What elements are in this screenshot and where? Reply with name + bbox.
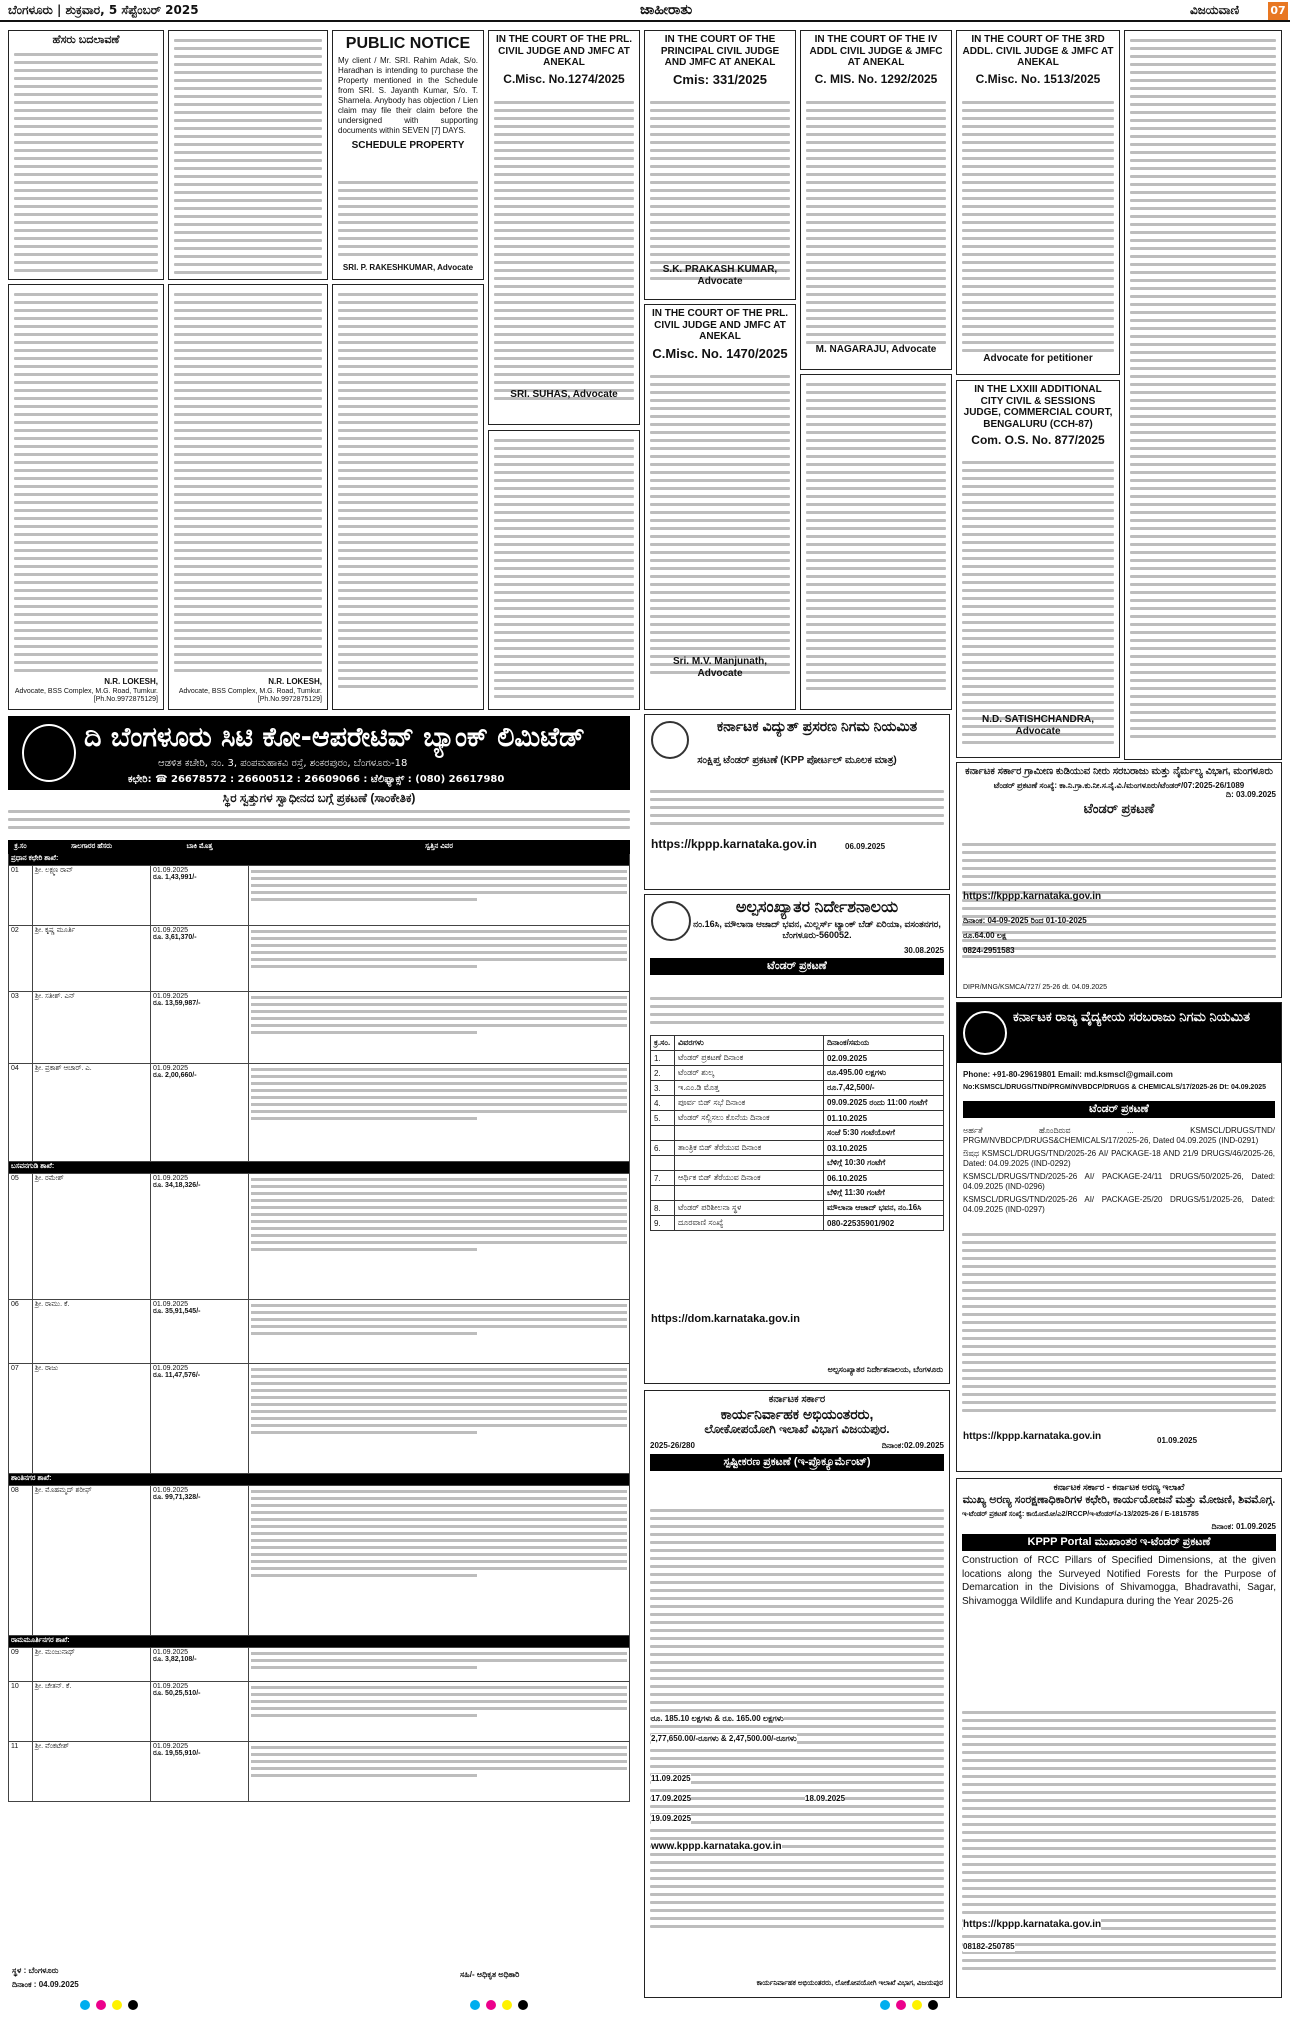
branch-section-row	[9, 1474, 630, 1486]
bank-signoff: ಸಹಿ/- ಅಧಿಕೃತ ಅಧಿಕಾರಿ	[460, 1970, 520, 1979]
pwd-date-3: 18.09.2025	[805, 1794, 846, 1803]
minority-cell-label	[675, 1186, 824, 1201]
advocate-name: Advocate for petitioner	[983, 352, 1093, 364]
notice-body	[338, 293, 478, 693]
notice-body	[174, 293, 322, 677]
pwd-date-2: 17.09.2025	[651, 1794, 692, 1803]
table-row	[9, 1682, 630, 1742]
branch-section-row	[9, 1162, 630, 1174]
rural-water-tender-ad	[956, 762, 1282, 998]
due-amount: ರೂ. 13,59,987/-	[153, 1000, 201, 1007]
kptcl-title: ಕರ್ನಾಟಕ ವಿದ್ಯುತ್ ಪ್ರಸರಣ ನಿಗಮ ನಿಯಮಿತ	[716, 718, 918, 734]
forest-title: ಕರ್ನಾಟಕ ಸರ್ಕಾರ - ಕರ್ನಾಟಕ ಅರಣ್ಯ ಇಲಾಖೆ	[1053, 1482, 1185, 1492]
minority-cell-no: 2.	[651, 1066, 675, 1081]
paper-name: ವಿಜಯವಾಣಿ	[1190, 3, 1240, 17]
minority-cell-no: 7.	[651, 1171, 675, 1186]
notice-date: 01.09.2025	[153, 1649, 189, 1656]
minority-tender-table	[650, 1035, 944, 1231]
row-number: 03	[9, 992, 33, 1064]
ksmscl-title: ಕರ್ನಾಟಕ ರಾಜ್ಯ ವೈದ್ಯಕೀಯ ಸರಬರಾಜು ನಿಗಮ ನಿಯಮಿತ	[1013, 1009, 1250, 1024]
forest-body-more	[962, 1711, 1276, 1975]
row-number: 07	[9, 1364, 33, 1474]
bank-notice-intro	[8, 792, 630, 838]
notice-date: 01.09.2025	[153, 927, 189, 934]
branch-section-label: ಶಾಂತಿನಗರ ಶಾಖೆ:	[9, 1474, 630, 1486]
borrower-name: ಶ್ರೀ. ವೆಂಕಟೇಶ್	[33, 1742, 151, 1802]
notice-date: 01.09.2025	[153, 1365, 189, 1372]
borrower-name: ಶ್ರೀ. ರಾಜು	[33, 1364, 151, 1474]
property-description	[249, 1742, 630, 1802]
minority-cell-value: 02.09.2025	[824, 1051, 944, 1066]
due-amount: ರೂ. 11,47,576/-	[153, 1372, 201, 1379]
masthead	[0, 0, 1290, 22]
minority-cell-no	[651, 1186, 675, 1201]
table-row	[651, 1111, 944, 1126]
ad-title: ಹೆಸರು ಬದಲಾವಣೆ	[52, 34, 120, 46]
court-heading: IN THE LXXIII ADDITIONAL CITY CIVIL & SESSIONS JUDGE, COMMERCIAL COURT, BENGALURU (CCH-87)	[963, 384, 1113, 430]
forest-date: ದಿನಾಂಕ: 01.09.2025	[1211, 1522, 1276, 1532]
col-header: ಬಾಕಿ ಮೊತ್ತ	[151, 841, 249, 854]
table-row	[651, 1171, 944, 1186]
due-amount: ರೂ. 3,82,108/-	[153, 1656, 197, 1663]
advocate-address: Advocate, BSS Complex, M.G. Road, Tumkur. [Ph.No.9972875129]	[178, 687, 322, 704]
table-row	[9, 866, 630, 926]
property-description	[249, 1064, 630, 1162]
kannada-notice-mid	[332, 284, 484, 710]
amount-cell	[151, 1682, 249, 1742]
rural-date: ದಿ: 03.09.2025	[1225, 789, 1276, 799]
col-header: ಕ್ರ.ಸಂ	[9, 841, 33, 854]
rural-dates: ದಿನಾಂಕ: 04-09-2025 ರಿಂದ 01-10-2025	[963, 916, 1087, 925]
rural-title: ಕರ್ನಾಟಕ ಸರ್ಕಾರ ಗ್ರಾಮೀಣ ಕುಡಿಯುವ ನೀರು ಸರಬರಾಜು ಮತ್ತು ನೈರ್ಮಲ್ಯ ವಿಭಾಗ, ಮಂಗಳೂರು	[965, 766, 1273, 777]
table-row	[9, 1648, 630, 1682]
minority-cell-label: ಟೆಂಡರ್ ಸಲ್ಲಿಸಲು ಕೊನೆಯ ದಿನಾಂಕ	[675, 1111, 824, 1126]
table-row	[651, 1216, 944, 1231]
table-row	[651, 1081, 944, 1096]
registration-marks-left	[80, 2000, 138, 2012]
amount-cell	[151, 1486, 249, 1636]
ksmscl-item: KSMSCL/DRUGS/TND/2025-26 AI/ PACKAGE-24/11 DRUGS/50/2025-26, Dated: 04.09.2025 (IND-0296)	[963, 1172, 1275, 1191]
lokesh-notice-1	[8, 284, 164, 710]
minority-cell-value: 03.10.2025	[824, 1141, 944, 1156]
minority-cell-value: ರೂ.7,42,500/-	[824, 1081, 944, 1096]
public-notice-title: PUBLIC NOTICE	[345, 35, 471, 52]
case-number: Cmis: 331/2025	[673, 71, 767, 87]
court-notice-3	[800, 30, 952, 370]
forest-subtitle: ಮುಖ್ಯ ಅರಣ್ಯ ಸಂರಕ್ಷಣಾಧಿಕಾರಿಗಳ ಕಛೇರಿ, ಕಾರ್ಯಯೋಜನೆ ಮತ್ತು ಮೋಜಣಿ, ಶಿವಮೊಗ್ಗ.	[962, 1494, 1276, 1507]
branch-section-label: ಪ್ರಧಾನ ಕಛೇರಿ ಶಾಖೆ:	[9, 854, 630, 866]
col-header: ವಿವರಗಳು	[675, 1036, 824, 1051]
kptcl-tender-no: ಸಂಕ್ಷಿಪ್ತ ಟೆಂಡರ್ ಪ್ರಕಟಣೆ (KPP ಪೋರ್ಟಲ್ ಮೂಲಕ ಮಾತ್ರ)	[697, 754, 897, 766]
schedule-text	[338, 181, 478, 261]
property-description	[249, 1682, 630, 1742]
forest-dept-tender-ad	[956, 1478, 1282, 1998]
pwd-ref-row	[650, 1441, 944, 1451]
pwd-amounts: ರೂ. 185.10 ಲಕ್ಷಗಳು & ರೂ. 165.00 ಲಕ್ಷಗಳು	[651, 1714, 784, 1723]
notice-body	[962, 101, 1114, 357]
row-number: 10	[9, 1682, 33, 1742]
minority-cell-label: ಟೆಂಡರ್ ಪ್ರಕಟಣೆ ದಿನಾಂಕ	[675, 1051, 824, 1066]
branch-section-row	[9, 854, 630, 866]
branch-section-label: ಬಸವನಗುಡಿ ಶಾಖೆ:	[9, 1162, 630, 1174]
minority-cell-label: ಟೆಂಡರ್ ಶುಲ್ಕ	[675, 1066, 824, 1081]
minority-cell-no: 8.	[651, 1201, 675, 1216]
kptcl-date: 06.09.2025	[845, 842, 886, 851]
table-row	[651, 1186, 944, 1201]
court-notice-2	[644, 30, 796, 300]
notice-body	[650, 375, 790, 679]
pwd-date-1: 11.09.2025	[651, 1774, 691, 1783]
property-description	[249, 926, 630, 992]
name-change-ad	[8, 30, 164, 280]
pwd-date-4: 19.09.2025	[651, 1814, 692, 1823]
amount-cell	[151, 1364, 249, 1474]
row-number: 05	[9, 1174, 33, 1300]
table-row	[9, 992, 630, 1064]
borrower-name: ಶ್ರೀ. ಪ್ರಕಾಶ್ ಆಚಾರ್. ಎ.	[33, 1064, 151, 1162]
notice-body	[806, 101, 946, 349]
borrower-name: ಶ್ರೀ. ಲಕ್ಷ್ಮಣ ರಾವ್	[33, 866, 151, 926]
kannada-notice-2	[488, 430, 640, 710]
due-amount: ರೂ. 3,61,370/-	[153, 934, 197, 941]
row-number: 09	[9, 1648, 33, 1682]
notice-date: 01.09.2025	[153, 1065, 189, 1072]
minority-table-wrap	[650, 1035, 944, 1231]
minority-cell-no: 3.	[651, 1081, 675, 1096]
row-number: 04	[9, 1064, 33, 1162]
court-notice-5	[644, 304, 796, 710]
minority-cell-value: ಬೆಳಿಗ್ಗೆ 11:30 ಗಂಟೆಗೆ	[824, 1186, 944, 1201]
notice-date: 01.09.2025	[153, 1487, 189, 1494]
registration-marks-mid	[470, 2000, 528, 2012]
court-heading: IN THE COURT OF THE 3RD ADDL. CIVIL JUDGE & JMFC AT ANEKAL	[962, 34, 1114, 68]
amount-cell	[151, 1300, 249, 1364]
notice-date: 01.09.2025	[153, 867, 189, 874]
ksmscl-ref: No:KSMSCL/DRUGS/TND/PRGM/NVBDCP/DRUGS & CHEMICALS/17/2025-26 Dt: 04.09.2025	[963, 1084, 1267, 1091]
ksmscl-item: KSMSCL/DRUGS/TND/2025-26 AI/ PACKAGE-25/20 DRUGS/51/2025-26, Dated: 04.09.2025 (IND-0297)	[963, 1195, 1275, 1214]
section-title: ಜಾಹೀರಾತು	[640, 2, 693, 18]
notice-body	[494, 101, 634, 405]
ksmscl-date: 01.09.2025	[1157, 1436, 1198, 1445]
table-row	[9, 1300, 630, 1364]
borrower-name: ಶ್ರೀ. ರಾಮು. ಕೆ.	[33, 1300, 151, 1364]
minority-cell-value: 09.09.2025 ರಂದು 11:00 ಗಂಟೆಗೆ	[824, 1096, 944, 1111]
due-amount: ರೂ. 50,25,510/-	[153, 1690, 201, 1697]
table-row	[651, 1201, 944, 1216]
court-heading: IN THE COURT OF THE PRINCIPAL CIVIL JUDGE AND JMFC AT ANEKAL	[660, 34, 780, 68]
tender-intro	[650, 997, 944, 1029]
bank-notice-title: ಸ್ಥಿರ ಸ್ವತ್ತುಗಳ ಸ್ವಾಧೀನದ ಬಗ್ಗೆ ಪ್ರಕಟಣೆ (ಸಾಂಕೇತಿಕ)	[222, 792, 416, 805]
tender-body	[650, 790, 944, 830]
pwd-notice-title: ಸ್ಪಷ್ಟೀಕರಣ ಪ್ರಕಟಣೆ (ಇ-ಪ್ರೊಕ್ಯೂರ್ಮೆಂಟ್)	[650, 1454, 944, 1471]
page-number: 07	[1268, 2, 1288, 20]
minority-cell-no: 6.	[651, 1141, 675, 1156]
amount-cell	[151, 1064, 249, 1162]
table-row	[9, 926, 630, 992]
table-row	[9, 1064, 630, 1162]
rural-heading: ಟೆಂಡರ್ ಪ್ರಕಟಣೆ	[1083, 800, 1155, 816]
due-amount: ರೂ. 1,43,991/-	[153, 874, 197, 881]
minority-directorate-tender	[644, 894, 950, 1384]
table-row	[9, 1742, 630, 1802]
due-amount: ರೂ. 35,91,545/-	[153, 1308, 201, 1315]
minority-cell-no: 1.	[651, 1051, 675, 1066]
due-amount: ರೂ. 2,00,660/-	[153, 1072, 197, 1079]
ksmscl-phone: Phone: +91-80-29619801 Email: md.ksmscl@gmail.com	[963, 1070, 1173, 1079]
borrower-name: ಶ್ರೀ. ರಮೇಶ್	[33, 1174, 151, 1300]
court-notice-4	[956, 30, 1120, 375]
amount-cell	[151, 1648, 249, 1682]
borrower-name: ಶ್ರೀ. ಸತೀಶ್. ಎನ್	[33, 992, 151, 1064]
pwd-emd: 2,77,650.00/-ರೂಗಳು & 2,47,500.00/-ರೂಗಳು	[651, 1734, 797, 1743]
ksmscl-item: ಅರ್ಹತೆ ಹೊಂದಿರುವ ... KSMSCL/DRUGS/TND/ PRGM/NVBDCP/DRUGS&CHEMICALS/17/2025-26, Dated 04.09.2025 (IND-0291)	[963, 1126, 1275, 1145]
ksmscl-body	[962, 1233, 1276, 1417]
col-header: ಸಾಲಗಾರರ ಹೆಸರು	[33, 841, 151, 854]
table-row	[651, 1156, 944, 1171]
court-heading: IN THE COURT OF THE PRL. CIVIL JUDGE AND JMFC AT ANEKAL	[651, 308, 789, 342]
case-number: Com. O.S. No. 877/2025	[971, 433, 1105, 447]
branch-section-row	[9, 1636, 630, 1648]
bank-name: ದಿ ಬೆಂಗಳೂರು ಸಿಟಿ ಕೋ-ಆಪರೇಟಿವ್ ಬ್ಯಾಂಕ್ ಲಿಮಿಟೆಡ್	[84, 722, 585, 753]
bank-address: ಆಡಳಿತ ಕಚೇರಿ, ನಂ. 3, ಪಂಪಮಹಾಕವಿ ರಸ್ತೆ, ಶಂಕರಪುರಂ, ಬೆಂಗಳೂರು-18	[158, 758, 408, 769]
due-amount: ರೂ. 34,18,326/-	[153, 1182, 201, 1189]
ksmscl-url[interactable]: https://kppp.karnataka.gov.in	[963, 1431, 1102, 1442]
forest-ref: ಇ-ಟೆಂಡರ್ ಪ್ರಕಟಣೆ ಸಂಖ್ಯೆ: ಕಾಯೋಮೋ/ಎ2/RCCP/ಇ-ಟೆಂಡರ್/ವಿ-13/2025-26 / E-1815785	[962, 1510, 1199, 1518]
minority-cell-value: 01.10.2025	[824, 1111, 944, 1126]
amount-cell	[151, 926, 249, 992]
amount-cell	[151, 866, 249, 926]
bank-phone: ಕಛೇರಿ: ☎ 26678572 : 26600512 : 26609066 : ಟೆಲಿಫ್ಯಾಕ್ಸ್ : (080) 26617980	[128, 774, 505, 785]
amount-cell	[151, 992, 249, 1064]
minority-cell-label: ಇ.ಎಂ.ಡಿ ಮೊತ್ತ	[675, 1081, 824, 1096]
minority-tender-title: ಟೆಂಡರ್ ಪ್ರಕಟಣೆ	[650, 958, 944, 975]
borrower-name: ಶ್ರೀ. ಕೃಷ್ಣ ಮೂರ್ತಿ	[33, 926, 151, 992]
row-number: 08	[9, 1486, 33, 1636]
forest-heading: KPPP Portal ಮುಖಾಂತರ ಇ-ಟೆಂಡರ್ ಪ್ರಕಟಣೆ	[962, 1534, 1276, 1551]
notice-date: 01.09.2025	[153, 993, 189, 1000]
minority-cell-label: ತಾಂತ್ರಿಕ ಬಿಡ್ ತೆರೆಯುವ ದಿನಾಂಕ	[675, 1141, 824, 1156]
minority-cell-value: 080-22535901/902	[824, 1216, 944, 1231]
forest-url[interactable]: https://kppp.karnataka.gov.in	[963, 1919, 1102, 1930]
schedule-heading: SCHEDULE PROPERTY	[351, 140, 465, 152]
kptcl-tender-ad	[644, 714, 950, 890]
advocate-address: Advocate, BSS Complex, M.G. Road, Tumkur. [Ph.No.9972875129]	[14, 687, 158, 704]
case-number: C.Misc. No. 1513/2025	[975, 71, 1101, 86]
amount-cell	[151, 1742, 249, 1802]
bank-possession-table	[8, 840, 630, 1802]
advocate-name: SRI. P. RAKESHKUMAR, Advocate	[342, 263, 474, 272]
forest-phone: 08182-250785	[963, 1942, 1015, 1951]
notice-body	[494, 439, 634, 703]
case-number: C. MIS. No. 1292/2025	[814, 71, 938, 86]
pwd-ref: 2025-26/280	[650, 1440, 695, 1450]
pwd-vijayapura-tender	[644, 1390, 950, 1998]
minority-cell-label	[675, 1126, 824, 1141]
amount-cell	[151, 1174, 249, 1300]
rural-phone: 0824-2951583	[963, 946, 1015, 955]
property-description	[249, 866, 630, 926]
ksmscl-heading: ಟೆಂಡರ್ ಪ್ರಕಟಣೆ	[963, 1101, 1275, 1118]
col-header: ಕ್ರ.ಸಂ.	[651, 1036, 675, 1051]
borrower-name: ಶ್ರೀ. ಮೊಹಮ್ಮದ್ ಶರೀಫ್	[33, 1486, 151, 1636]
bank-logo-icon	[22, 724, 76, 782]
ksmscl-logo-icon	[963, 1011, 1007, 1055]
kptcl-url[interactable]: https://kppp.karnataka.gov.in	[651, 837, 817, 851]
minority-cell-value: ರೂ.495.00 ಲಕ್ಷಗಳು	[824, 1066, 944, 1081]
borrower-name: ಶ್ರೀ. ಮಂಜುನಾಥ್	[33, 1648, 151, 1682]
notice-date: 01.09.2025	[153, 1683, 189, 1690]
bank-ad-header	[8, 716, 630, 790]
advocate-name: N.R. LOKESH,	[104, 677, 158, 686]
due-amount: ರೂ. 99,71,328/-	[153, 1494, 201, 1501]
property-description	[249, 992, 630, 1064]
bank-place: ಸ್ಥಳ : ಬೆಂಗಳೂರು	[12, 1966, 59, 1975]
rural-tender-no: ಟೆಂಡರ್ ಪ್ರಕಟಣೆ ಸಂಖ್ಯೆ: ಕಾ.ನಿ.ಗ್ರಾ.ಕು.ನೀ.ಸ.ನೈ.ವಿ./ಮಂಗಳೂರು/ಟೆಂಡರ್/07:2025-26/1089	[993, 780, 1245, 790]
property-description	[249, 1648, 630, 1682]
kannada-court-notice	[800, 374, 952, 710]
notice-ad-kannada	[168, 30, 328, 280]
pwd-url[interactable]: www.kppp.karnataka.gov.in	[651, 1841, 782, 1852]
row-number: 01	[9, 866, 33, 926]
case-number: C.Misc. No.1274/2025	[503, 71, 625, 86]
minority-cell-label	[675, 1156, 824, 1171]
col-header: ಸ್ವತ್ತಿನ ವಿವರ	[249, 841, 630, 854]
advocate-name: M. NAGARAJU, Advocate	[815, 343, 937, 355]
table-row	[651, 1051, 944, 1066]
minority-cell-label: ಪೂರ್ವ ಬಿಡ್ ಸಭೆ ದಿನಾಂಕ	[675, 1096, 824, 1111]
pwd-subtitle: ಲೋಕೋಪಯೋಗಿ ಇಲಾಖೆ ವಿಭಾಗ ವಿಜಯಪುರ.	[704, 1422, 890, 1437]
table-row	[9, 1364, 630, 1474]
minority-cell-no	[651, 1126, 675, 1141]
table-row	[651, 1141, 944, 1156]
court-notice-6	[956, 380, 1120, 758]
kannada-court-notice-column	[1124, 30, 1282, 760]
bank-intro-text	[8, 810, 630, 834]
minority-address: ನಂ.16ಸಿ, ಮೌಲಾನಾ ಆಜಾದ್ ಭವನ, ಮಿಲ್ಲರ್ಸ್ ಟ್ಯಾಂಕ್ ಬೆಡ್ ಏರಿಯಾ, ವಸಂತನಗರ, ಬೆಂಗಳೂರು-560052.	[693, 919, 941, 940]
minority-cell-label: ದೂರವಾಣಿ ಸಂಖ್ಯೆ	[675, 1216, 824, 1231]
table-row	[651, 1126, 944, 1141]
table-row	[651, 1096, 944, 1111]
table-row	[9, 1486, 630, 1636]
tender-body	[962, 843, 1276, 963]
case-number: C.Misc. No. 1470/2025	[652, 345, 788, 361]
notice-body	[806, 383, 946, 695]
minority-url[interactable]: https://dom.karnataka.gov.in	[651, 1313, 800, 1325]
pwd-signoff: ಕಾರ್ಯನಿರ್ವಾಹಕ ಅಭಿಯಂತರರು, ಲೋಕೋಪಯೋಗಿ ಇಲಾಖೆ ವಿಭಾಗ, ವಿಜಯಪುರ	[756, 1980, 943, 1988]
ksmscl-tender-ad	[956, 1002, 1282, 1472]
ksmscl-items	[963, 1123, 1275, 1215]
minority-cell-label: ಟೆಂಡರ್ ಪರಿಶೀಲನಾ ಸ್ಥಳ	[675, 1201, 824, 1216]
property-description	[249, 1486, 630, 1636]
ad-body-text	[14, 53, 158, 277]
minority-cell-no: 4.	[651, 1096, 675, 1111]
row-number: 02	[9, 926, 33, 992]
col-header: ದಿನಾಂಕ/ಸಮಯ	[824, 1036, 944, 1051]
row-number: 11	[9, 1742, 33, 1802]
registration-marks-right	[880, 2000, 938, 2012]
public-notice-ad	[332, 30, 484, 280]
property-description	[249, 1300, 630, 1364]
public-notice-body: My client / Mr. SRI. Rahim Adak, S/o. Haradhan is intending to purchase the Property mentioned in the Schedule from SRI. S. Jayanth Kumar, S/o. T. Sharnela. Anybody has objection / Lien claim may file their claim before the undersigned with supporting documents within SEVEN [7] DAYS.	[338, 56, 478, 136]
bank-date: ದಿನಾಂಕ : 04.09.2025	[12, 1980, 79, 1989]
govt-emblem-icon	[651, 901, 691, 941]
advocate-name: SRI. SUHAS, Advocate	[510, 388, 618, 400]
table-row	[651, 1066, 944, 1081]
minority-cell-no: 9.	[651, 1216, 675, 1231]
minority-title: ಅಲ್ಪಸಂಖ್ಯಾತರ ನಿರ್ದೇಶನಾಲಯ	[735, 899, 899, 916]
court-notice-1	[488, 30, 640, 425]
court-heading: IN THE COURT OF THE PRL. CIVIL JUDGE AND JMFC AT ANEKAL	[495, 34, 633, 68]
lokesh-notice-2	[168, 284, 328, 710]
property-description	[249, 1364, 630, 1474]
minority-cell-value: 06.10.2025	[824, 1171, 944, 1186]
minority-cell-label: ಆರ್ಥಿಕ ಬಿಡ್ ತೆರೆಯುವ ದಿನಾಂಕ	[675, 1171, 824, 1186]
kptcl-logo-icon	[651, 721, 689, 759]
rural-ref: DIPR/MNG/KSMCA/727/ 25-26 dt. 04.09.2025	[963, 984, 1107, 992]
minority-cell-value: ಸಂಜೆ 5:30 ಗಂಟೆಯೊಳಗೆ	[824, 1126, 944, 1141]
minority-ref-date: 30.08.2025	[903, 945, 944, 955]
property-description	[249, 1174, 630, 1300]
forest-body: Construction of RCC Pillars of Specified Dimensions, at the given locations along the Surveyed Notified Forests for the Purpose of Demarcation in the Divisions of Shivamogga, Bhadravathi, Sagar, Shivamogga Wildlife and Kundapura during the Year 2025-26	[962, 1555, 1276, 1607]
pwd-title: ಕಾರ್ಯನಿರ್ವಾಹಕ ಅಭಿಯಂತರರು,	[720, 1405, 874, 1422]
ad-body-text	[174, 39, 322, 279]
rural-url[interactable]: https://kppp.karnataka.gov.in	[963, 891, 1102, 902]
notice-body	[1130, 39, 1276, 743]
notice-body	[650, 101, 790, 285]
notice-body	[962, 461, 1114, 749]
pwd-govt: ಕರ್ನಾಟಕ ಸರ್ಕಾರ	[768, 1394, 826, 1405]
borrower-name: ಶ್ರೀ. ಚೇತನ್. ಕೆ.	[33, 1682, 151, 1742]
advocate-name: N.D. SATISHCHANDRA, Advocate	[981, 714, 1095, 737]
pwd-date: ದಿನಾಂಕ:02.09.2025	[881, 1440, 944, 1450]
minority-cell-no: 5.	[651, 1111, 675, 1126]
table-row	[9, 1174, 630, 1300]
minority-cell-value: ಬೆಳಿಗ್ಗೆ 10:30 ಗಂಟೆಗೆ	[824, 1156, 944, 1171]
advocate-name: Sri. M.V. Manjunath, Advocate	[672, 656, 768, 679]
notice-date: 01.09.2025	[153, 1743, 189, 1750]
notice-date: 01.09.2025	[153, 1301, 189, 1308]
rural-emd: ರೂ.64.00 ಲಕ್ಷ	[963, 931, 1007, 940]
ksmscl-item: ಔಷಧ KSMSCL/DRUGS/TND/2025-26 AI/ PACKAGE-18 AND 21/9 DRUGS/46/2025-26, Dated: 04.09.2025 (IND-0292)	[963, 1149, 1275, 1168]
minority-cell-no	[651, 1156, 675, 1171]
notice-body	[14, 293, 158, 677]
advocate-name: S.K. PRAKASH KUMAR, Advocate	[662, 264, 778, 287]
notice-date: 01.09.2025	[153, 1175, 189, 1182]
due-amount: ರೂ. 19,55,910/-	[153, 1750, 201, 1757]
branch-section-label: ರಾಮಮೂರ್ತಿನಗರ ಶಾಖೆ:	[9, 1636, 630, 1648]
minority-cell-value: ಮೌಲಾನಾ ಆಜಾದ್ ಭವನ, ನಂ.16ಸಿ	[824, 1201, 944, 1216]
dateline: ಬೆಂಗಳೂರು | ಶುಕ್ರವಾರ, 5 ಸೆಪ್ಟೆಂಬರ್ 2025	[8, 3, 199, 17]
court-heading: IN THE COURT OF THE IV ADDL CIVIL JUDGE & JMFC AT ANEKAL	[809, 34, 943, 68]
advocate-name: N.R. LOKESH,	[268, 677, 322, 686]
row-number: 06	[9, 1300, 33, 1364]
minority-signoff: ಅಲ್ಪಸಂಖ್ಯಾತರ ನಿರ್ದೇಶನಾಲಯ, ಬೆಂಗಳೂರು	[827, 1365, 943, 1374]
